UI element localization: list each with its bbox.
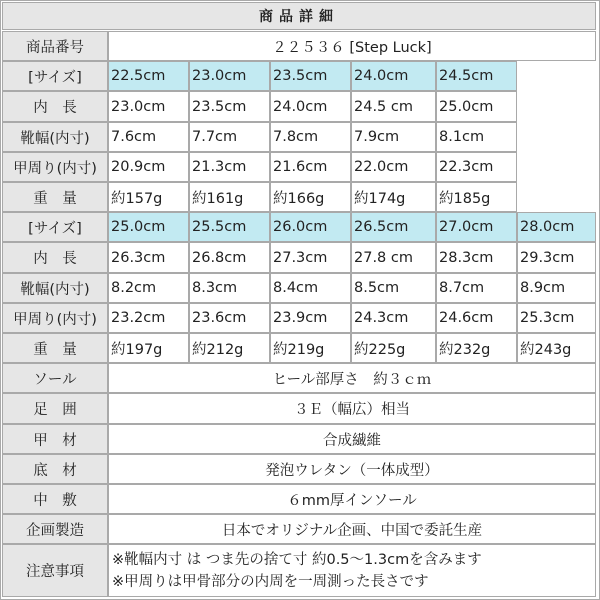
spec-value-cell: 27.8 cm xyxy=(351,242,436,273)
size-header-label: [サイズ] xyxy=(2,61,108,91)
spec-value-cell: 21.3cm xyxy=(189,152,270,182)
spec-value-cell: 7.8cm xyxy=(270,122,351,152)
spec-value-cell: 7.7cm xyxy=(189,122,270,152)
spec-row-label: 内 長 xyxy=(2,242,108,273)
product-number-label: 商品番号 xyxy=(2,31,108,61)
table-title: 商品詳細 xyxy=(2,2,596,30)
spec-row-label: 内 長 xyxy=(2,91,108,122)
product-number-value: ２２５３６ [Step Luck] xyxy=(108,31,596,61)
detail-label: 企画製造 xyxy=(2,514,108,544)
detail-value: ６mm厚インソール xyxy=(108,484,596,514)
spec-value-cell: 24.5 cm xyxy=(351,91,436,122)
spec-row-label: 甲周り(内寸) xyxy=(2,152,108,182)
detail-value: 発泡ウレタン（一体成型） xyxy=(108,454,596,484)
spec-row-label: 靴幅(内寸) xyxy=(2,122,108,152)
spec-value-cell: 約212g xyxy=(189,333,270,363)
spec-value-cell: 8.7cm xyxy=(436,273,517,303)
notes-value xyxy=(108,544,596,597)
detail-value: ヒール部厚さ 約３ｃｍ xyxy=(108,363,596,393)
spec-value-cell: 24.3cm xyxy=(351,303,436,333)
spec-value-cell: 約174g xyxy=(351,182,436,212)
spec-row-label: 重 量 xyxy=(2,182,108,212)
spec-value-cell: 約225g xyxy=(351,333,436,363)
size-cell: 27.0cm xyxy=(436,212,517,242)
spec-value-cell: 7.6cm xyxy=(108,122,189,152)
spec-value-cell: 28.3cm xyxy=(436,242,517,273)
detail-value: ３Ｅ（幅広）相当 xyxy=(108,393,596,424)
spec-value-cell: 23.0cm xyxy=(108,91,189,122)
spec-value-cell: 26.3cm xyxy=(108,242,189,273)
spec-value-cell: 約232g xyxy=(436,333,517,363)
spec-value-cell: 約185g xyxy=(436,182,517,212)
notes-label: 注意事項 xyxy=(2,544,108,597)
detail-label: ソール xyxy=(2,363,108,393)
size-cell: 24.0cm xyxy=(351,61,436,91)
spec-value-cell: 26.8cm xyxy=(189,242,270,273)
spec-value-cell: 22.3cm xyxy=(436,152,517,182)
detail-label: 足 囲 xyxy=(2,393,108,424)
spec-row-label: 甲周り(内寸) xyxy=(2,303,108,333)
spec-value-cell: 約157g xyxy=(108,182,189,212)
spec-value-cell: 21.6cm xyxy=(270,152,351,182)
spec-row-label: 重 量 xyxy=(2,333,108,363)
spec-value-cell: 23.6cm xyxy=(189,303,270,333)
size-cell: 28.0cm xyxy=(517,212,596,242)
spec-value-cell: 8.4cm xyxy=(270,273,351,303)
detail-label: 底 材 xyxy=(2,454,108,484)
spec-value-cell: 8.2cm xyxy=(108,273,189,303)
note-line: ※靴幅内寸 は つま先の捨て寸 約0.5～1.3cmを含みます xyxy=(112,551,482,568)
spec-value-cell: 8.9cm xyxy=(517,273,596,303)
size-cell: 26.0cm xyxy=(270,212,351,242)
size-cell: 23.0cm xyxy=(189,61,270,91)
spec-value-cell: 約243g xyxy=(517,333,596,363)
spec-value-cell: 8.3cm xyxy=(189,273,270,303)
spec-value-cell: 約197g xyxy=(108,333,189,363)
size-header-label: [サイズ] xyxy=(2,212,108,242)
spec-row-label: 靴幅(内寸) xyxy=(2,273,108,303)
spec-value-cell: 20.9cm xyxy=(108,152,189,182)
size-cell: 23.5cm xyxy=(270,61,351,91)
spec-value-cell: 25.0cm xyxy=(436,91,517,122)
size-cell: 26.5cm xyxy=(351,212,436,242)
spec-value-cell: 8.1cm xyxy=(436,122,517,152)
spec-value-cell: 約219g xyxy=(270,333,351,363)
spec-value-cell: 25.3cm xyxy=(517,303,596,333)
note-line: ※甲周りは甲骨部分の内周を一周測った長さです xyxy=(112,573,429,590)
detail-value: 日本でオリジナル企画、中国で委託生産 xyxy=(108,514,596,544)
spec-value-cell: 約161g xyxy=(189,182,270,212)
size-cell: 25.0cm xyxy=(108,212,189,242)
spec-value-cell: 23.2cm xyxy=(108,303,189,333)
size-cell: 22.5cm xyxy=(108,61,189,91)
detail-value: 合成繊維 xyxy=(108,424,596,454)
spec-value-cell: 29.3cm xyxy=(517,242,596,273)
detail-label: 中 敷 xyxy=(2,484,108,514)
spec-value-cell: 24.6cm xyxy=(436,303,517,333)
spec-value-cell: 27.3cm xyxy=(270,242,351,273)
spec-value-cell: 22.0cm xyxy=(351,152,436,182)
spec-value-cell: 7.9cm xyxy=(351,122,436,152)
detail-label: 甲 材 xyxy=(2,424,108,454)
spec-value-cell: 24.0cm xyxy=(270,91,351,122)
size-cell: 24.5cm xyxy=(436,61,517,91)
spec-value-cell: 23.9cm xyxy=(270,303,351,333)
spec-value-cell: 23.5cm xyxy=(189,91,270,122)
spec-value-cell: 8.5cm xyxy=(351,273,436,303)
spec-value-cell: 約166g xyxy=(270,182,351,212)
size-cell: 25.5cm xyxy=(189,212,270,242)
